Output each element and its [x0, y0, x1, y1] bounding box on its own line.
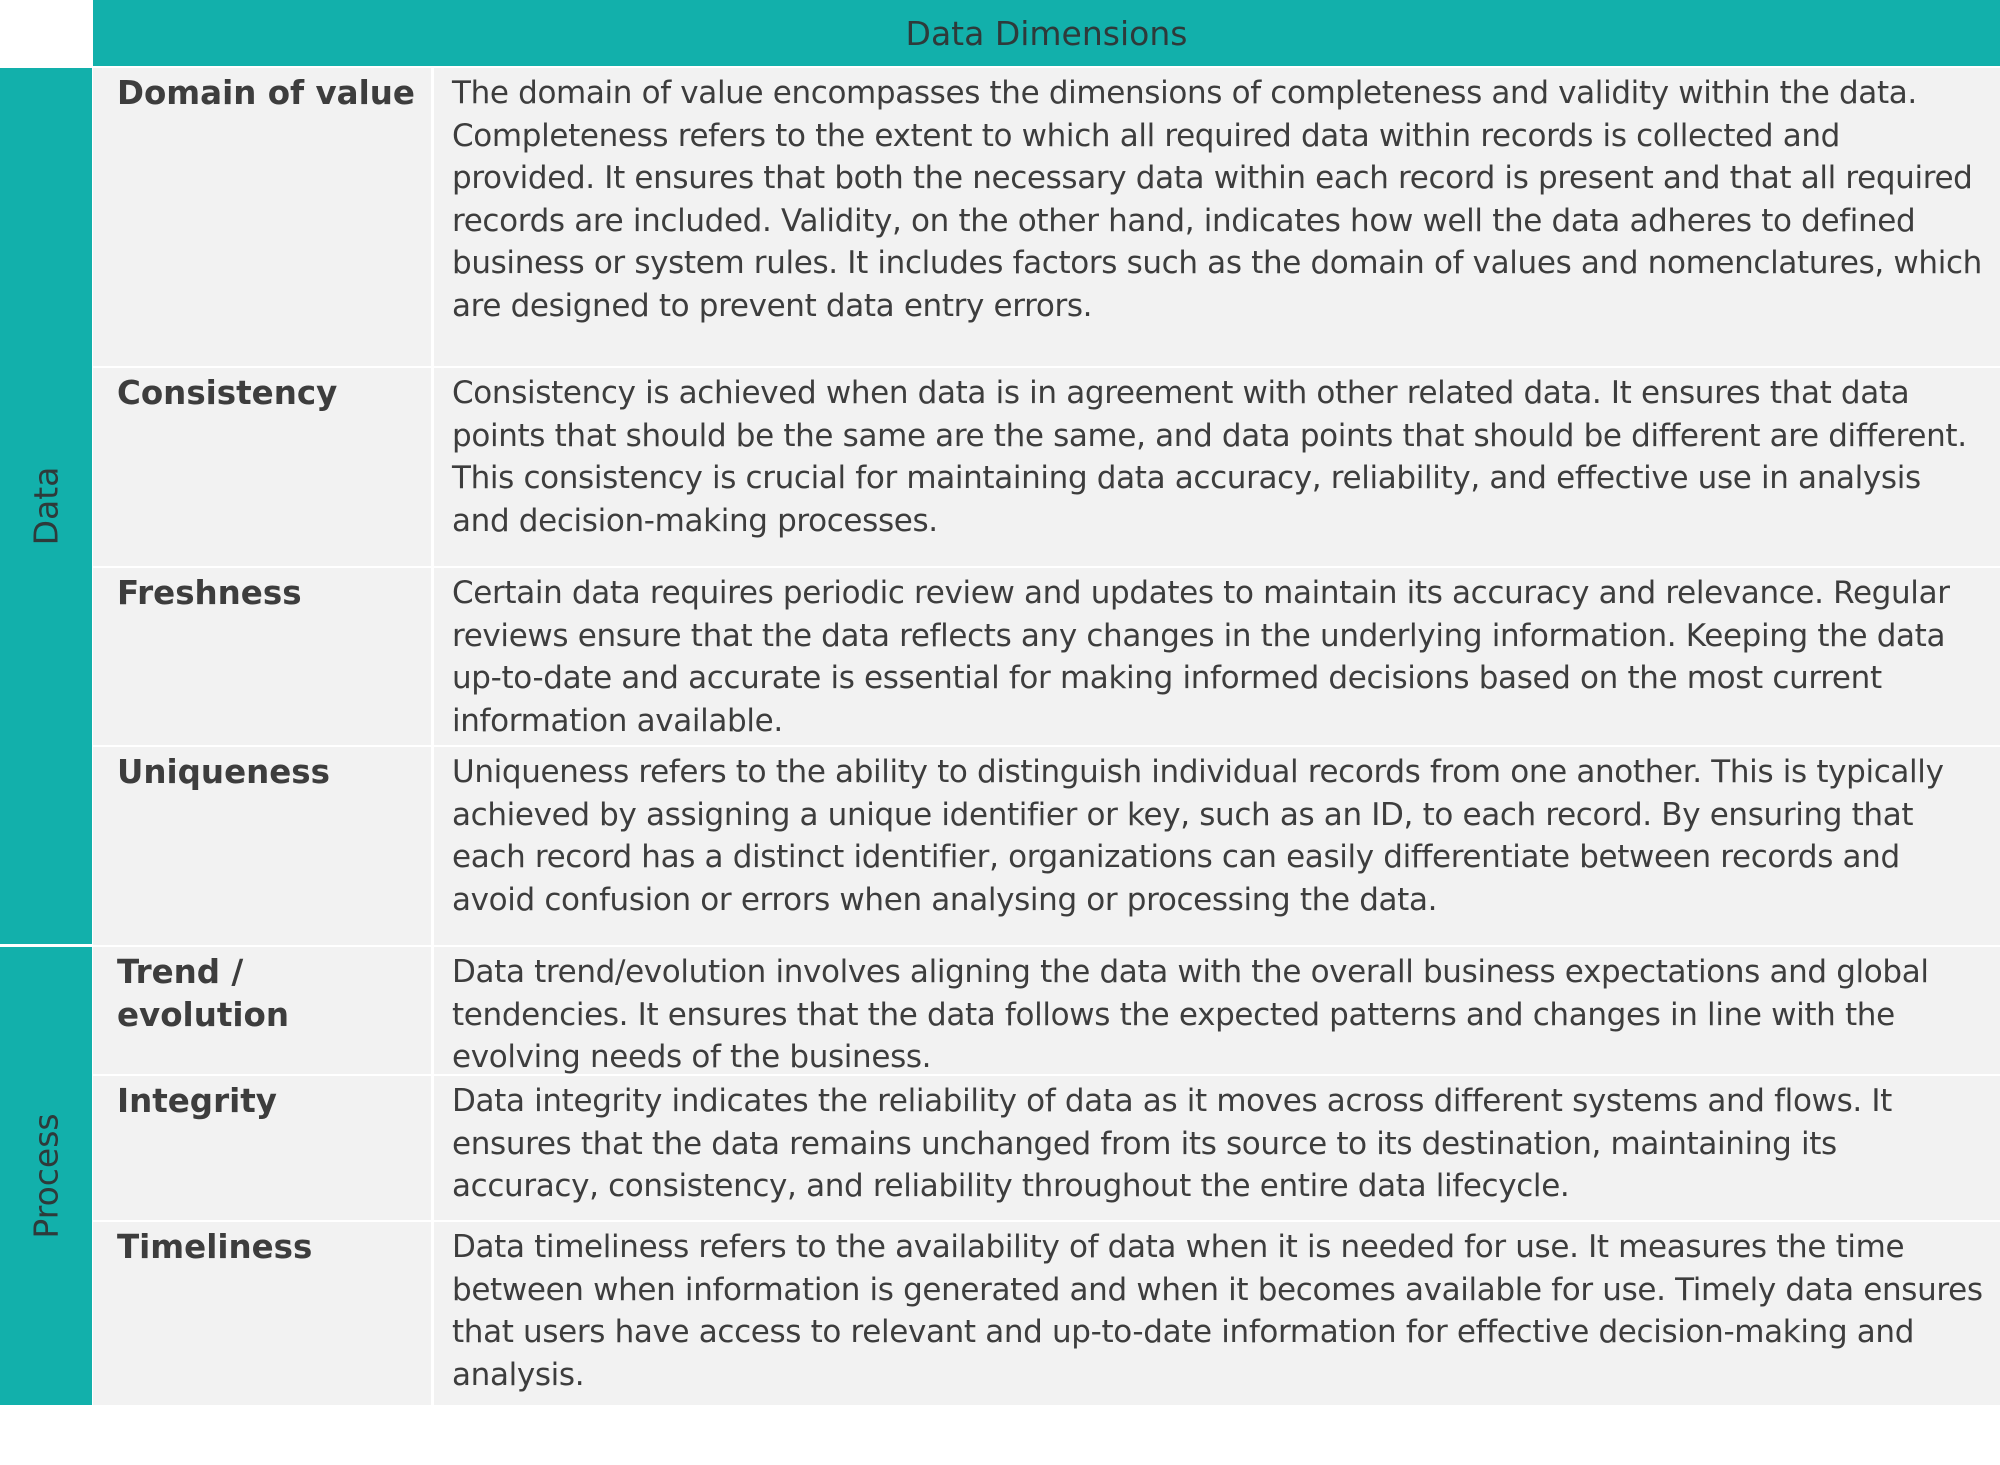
dimension-name: Integrity [93, 1076, 431, 1220]
table-title: Data Dimensions [93, 0, 2000, 66]
dimension-name: Freshness [93, 568, 431, 745]
table-row-integrity [93, 1076, 2000, 1220]
group-label-data-text: Data [26, 466, 66, 546]
dimension-description: Consistency is achieved when data is in agreement with other related data. It ensures that data points that should be the same are the same, and data points that should be different are different. This consistency is crucial for maintaining data accuracy, reliability, and effective use in analysis and decision-making processes. [434, 368, 2000, 566]
table-row-domain-of-value [93, 68, 2000, 366]
dimension-description: Data integrity indicates the reliability of data as it moves across different systems and flows. It ensures that the data remains unchanged from its source to its destination, maintaining its accuracy, consistency, and reliability throughout the entire data lifecycle. [434, 1076, 2000, 1220]
dimension-name: Consistency [93, 368, 431, 566]
dimension-name: Uniqueness [93, 747, 431, 945]
dimension-description: Certain data requires periodic review and updates to maintain its accuracy and relevance. Regular reviews ensure that the data reflects any changes in the underlying information. Keeping the data up-to-date and accurate is essential for making informed decisions based on the most current information available. [434, 568, 2000, 745]
table-row-timeliness [93, 1222, 2000, 1405]
group-label-process-text: Process [26, 1113, 66, 1239]
group-label-data [0, 68, 92, 944]
group-label-process [0, 947, 92, 1405]
table-row-uniqueness [93, 747, 2000, 945]
dimension-description: Data timeliness refers to the availability of data when it is needed for use. It measures the time between when information is generated and when it becomes available for use. Timely data ensures that users have access to relevant and up-to-date information for effective decision-making and analysis. [434, 1222, 2000, 1405]
dimension-description: The domain of value encompasses the dimensions of completeness and validity within the data. Completeness refers to the extent to which all required data within records is collected and provided. It ensures that both the necessary data within each record is present and that all required records are included. Validity, on the other hand, indicates how well the data adheres to defined business or system rules. It includes factors such as the domain of values and nomenclatures, which are designed to prevent data entry errors. [434, 68, 2000, 366]
dimension-description: Uniqueness refers to the ability to distinguish individual records from one another. This is typically achieved by assigning a unique identifier or key, such as an ID, to each record. By ensuring that each record has a distinct identifier, organizations can easily differentiate between records and avoid confusion or errors when analysing or processing the data. [434, 747, 2000, 945]
table-row-freshness [93, 568, 2000, 745]
dimension-name: Trend / evolution [93, 947, 431, 1074]
dimension-name: Timeliness [93, 1222, 431, 1405]
dimension-description: Data trend/evolution involves aligning the data with the overall business expectations and global tendencies. It ensures that the data follows the expected patterns and changes in line with the evolving needs of the business. [434, 947, 2000, 1074]
table-row-consistency [93, 368, 2000, 566]
dimension-name: Domain of value [93, 68, 431, 366]
table-row-trend-evolution [93, 947, 2000, 1074]
